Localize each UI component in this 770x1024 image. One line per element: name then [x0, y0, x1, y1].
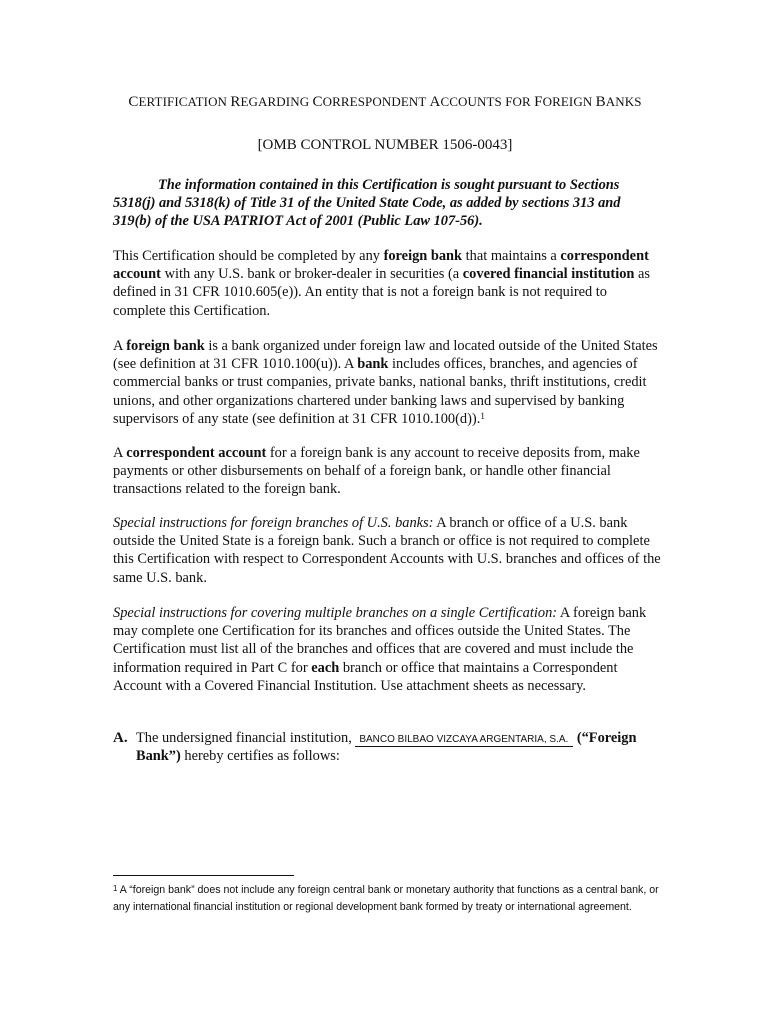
term-foreign-bank: (“Foreign Bank”)	[136, 730, 637, 765]
title-word: ERTIFICATION	[138, 94, 231, 109]
paragraph-correspondent-account-definition	[113, 444, 661, 499]
intro-statement	[113, 176, 661, 231]
title-initial: C	[128, 94, 139, 110]
title-word: OREIGN	[542, 94, 596, 109]
term-correspondent-account: correspondent account	[126, 445, 267, 461]
section-a-text	[136, 729, 661, 765]
emphasis-each: each	[311, 659, 340, 676]
paragraph-who-completes	[113, 247, 661, 320]
paragraph-foreign-bank-definition	[113, 337, 661, 428]
footnote-text: A “foreign bank” does not include any foreign central bank or monetary authority that functions as a central bank, or any international financial institution or regional development bank formed by treaty or international agreement.	[113, 884, 659, 913]
foreign-bank-name-field[interactable]: BANCO BILBAO VIZCAYA ARGENTARIA, S.A.	[355, 733, 573, 747]
title-initial: B	[595, 94, 606, 110]
text: The undersigned financial institution,	[136, 730, 352, 746]
title-initial: C	[312, 94, 323, 110]
title-initial: A	[429, 94, 441, 110]
text: hereby certifies as follows:	[180, 748, 340, 765]
text: is a bank organized under foreign law and located outside of the United States (see definition at 31 CFR 1010.100(u)). A	[113, 338, 658, 373]
footnote-number: 1	[113, 884, 118, 893]
instruction-heading: Special instructions for foreign branches of U.S. banks:	[113, 515, 434, 531]
text: A branch or office of a U.S. bank outside the United State is a foreign bank. Such a branch or office is not required to complete this Certification with respect to Correspondent Accounts with U.S. branches and offices of the same U.S. bank.	[113, 515, 661, 586]
intro-text: The information contained in this Certification is sought pursuant to Sections 5318(j) and 5318(k) of Title 31 of the United State Code, as added by sections 313 and 319(b) of the USA PATRIOT Act of 2001 (Public Law 107-56).	[113, 177, 621, 230]
text: includes offices, branches, and agencies of commercial banks or trust companies, private banks, national banks, thrift institutions, credit unions, and other organizations chartered under banking laws and supervised by banking supervisors of any state (see definition at 31 CFR 1010.100(d)).	[113, 356, 647, 427]
section-a	[113, 729, 661, 765]
text: for a foreign bank is any account to receive deposits from, make payments or other disbursements on behalf of a foreign bank, or handle other financial transactions related to the foreign bank.	[113, 445, 640, 498]
term-foreign-bank: foreign bank	[126, 338, 205, 354]
title-word: ORRESPONDENT	[322, 94, 430, 109]
term-correspondent-account: correspondent account	[113, 248, 649, 283]
document-title	[0, 94, 770, 111]
text: branch or office that maintains a Correspondent Account with a Covered Financial Institution. Use attachment sheets as necessary.	[113, 659, 618, 694]
footnote-divider	[113, 875, 294, 876]
title-word: EGARDING	[240, 94, 313, 109]
omb-control-number: [OMB CONTROL NUMBER 1506-0043]	[257, 137, 513, 153]
term-foreign-bank: foreign bank	[383, 248, 463, 264]
title-word: ANKS	[605, 94, 642, 109]
title-initial: R	[230, 94, 241, 110]
text: This Certification should be completed by any	[113, 248, 384, 264]
text: A	[113, 445, 127, 461]
text: A foreign bank may complete one Certification for its branches and offices outside the United States. The Certification must list all of the branches and offices that are covered and must include the information required in Part C for	[113, 605, 647, 676]
instruction-heading: Special instructions for covering multiple branches on a single Certification:	[113, 605, 558, 621]
term-bank: bank	[357, 356, 389, 373]
text: as defined in 31 CFR 1010.605(e)). An entity that is not a foreign bank is not required to complete this Certification.	[113, 266, 651, 319]
text: that maintains a	[462, 248, 561, 264]
paragraph-multiple-branches-instructions	[113, 604, 661, 695]
footnote	[113, 882, 663, 916]
footnote-reference: 1	[480, 410, 485, 421]
section-a-label: A.	[113, 730, 128, 746]
title-word: CCOUNTS FOR	[440, 94, 535, 109]
term-covered-financial-institution: covered financial institution	[462, 266, 635, 283]
title-initial: F	[534, 94, 543, 110]
paragraph-foreign-branches-instructions	[113, 514, 661, 587]
text: with any U.S. bank or broker-dealer in securities (a	[160, 266, 463, 283]
text: A	[113, 338, 127, 354]
